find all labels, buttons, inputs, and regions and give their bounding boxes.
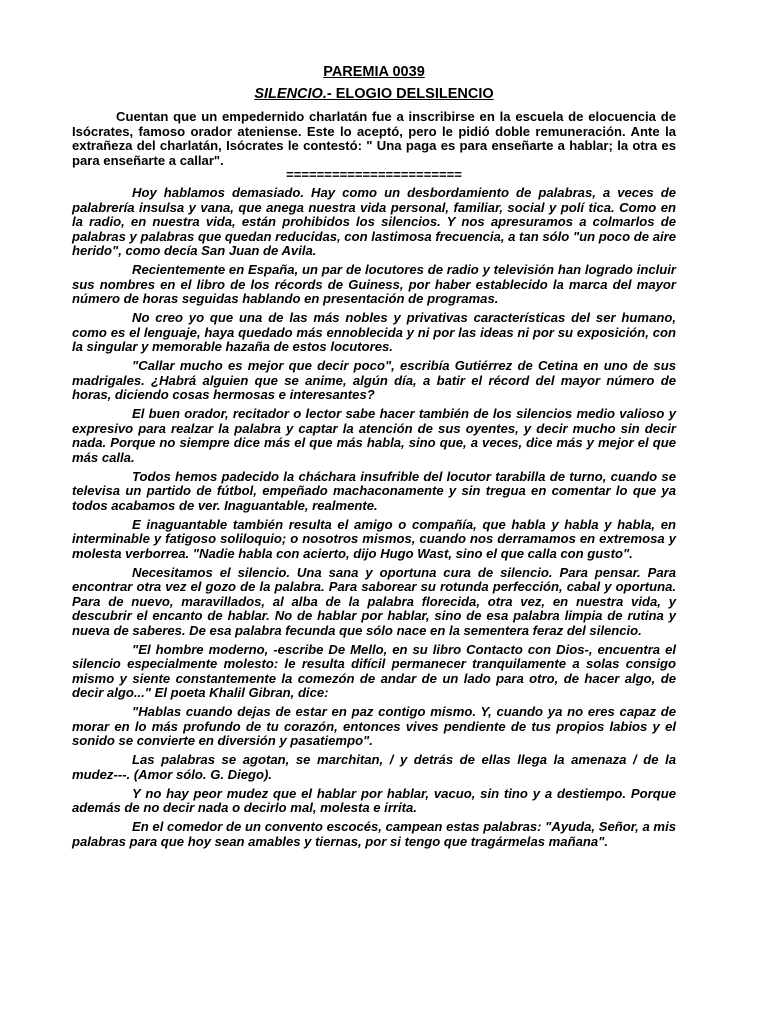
body-paragraph: El buen orador, recitador o lector sabe hacer también de los silencios medio valioso y expresivo para realzar la palabra y captar la atención de sus oyentes, y decir mucho sin decir nada. Porque no siempre dice más el que más habla, sino que, a veces, dice más y mejor el que más calla. <box>72 406 676 465</box>
body-paragraph: "Hablas cuando dejas de estar en paz contigo mismo. Y, cuando ya no eres capaz de morar en lo más profundo de tu corazón, entonces vives pendiente de tus propios labios y el sonido se convierte en diversión y pasatiempo". <box>72 704 676 749</box>
subtitle-keyword: SILENCIO. <box>254 86 327 102</box>
body-paragraph: Hoy hablamos demasiado. Hay como un desbordamiento de palabras, a veces de palabrería insulsa y vana, que anega nuestra vida personal, familiar, social y polí tica. Como en la radio, en nuestra vida, están prohibidos los silencios. Y nos apresuramos a colmarlos de palabras y palabras que quedan reducidas, con lastimosa frecuencia, a tan sólo "un poco de aire herido", como decía San Juan de Avila. <box>72 184 676 259</box>
document-subtitle <box>72 85 676 103</box>
body-paragraph: No creo yo que una de las más nobles y privativas características del ser humano, como es el lenguaje, haya quedado más ennoblecida y ni por las ideas ni por su exposición, con la singular y memorable hazaña de estos locutores. <box>72 310 676 355</box>
body-paragraph: Las palabras se agotan, se marchitan, / y detrás de ellas llega la amenaza / de la mudez---. (Amor sólo. G. Diego). <box>72 752 676 782</box>
body-paragraph: Todos hemos padecido la cháchara insufrible del locutor tarabilla de turno, cuando se televisa un partido de fútbol, empeñado machaconamente y sin tregua en comentar lo que ya todos acabamos de ver. Inaguantable, realmente. <box>72 468 676 513</box>
document-title: PAREMIA 0039 <box>323 64 425 80</box>
body-paragraph: Y no hay peor mudez que el hablar por hablar, vacuo, sin tino y a destiempo. Porque además de no decir nada o decirlo mal, molesta e irrita. <box>72 785 676 816</box>
document-page <box>72 63 676 853</box>
intro-paragraph: Cuentan que un empedernido charlatán fue a inscribirse en la escuela de elocuencia de Isócrates, famoso orador ateniense. Este lo aceptó, pero le pidió doble remuneración. Ante la extrañeza del charlatán, Isócrates le contestó: " Una paga es para enseñarte a hablar; la otra es para enseñarte a callar". <box>72 109 676 168</box>
body-paragraph: Necesitamos el silencio. Una sana y oportuna cura de silencio. Para pensar. Para encontrar otra vez el gozo de la palabra. Para saborear su rotunda perfección, cabal y oportuna. Para de nuevo, maravillados, al alba de la palabra florecida, otra vez, en nuestra vida, y descubrir el encanto de hablar. No de hablar por hablar, sino de esa palabra limpia de rutina y nueva de saberes. De esa palabra fecunda que sólo nace en la sementera feraz del silencio. <box>72 564 676 638</box>
body-paragraph: Recientemente en España, un par de locutores de radio y televisión han logrado incluir sus nombres en el libro de los récords de Guiness, por haber establecido la marca del mayor número de horas seguidas hablando en presentación de programas. <box>72 262 676 307</box>
body-paragraph: En el comedor de un convento escocés, campean estas palabras: "Ayuda, Señor, a mis palabras para que hoy sean amables y tiernas, por si tengo que tragármelas mañana". <box>72 818 676 849</box>
subtitle-rest: - ELOGIO DELSILENCIO <box>326 86 494 102</box>
separator-line: ======================= <box>286 168 462 183</box>
body-paragraph: "Callar mucho es mejor que decir poco", escribía Gutiérrez de Cetina en uno de sus madrigales. ¿Habrá alguien que se anime, algún día, a batir el récord del mayor número de horas, diciendo cosas hermosas e interesantes? <box>72 358 676 403</box>
body-paragraph: "El hombre moderno, -escribe De Mello, en su libro Contacto con Dios-, encuentra el silencio especialmente molesto: le resulta difícil permanecer tranquilamente a solas consigo mismo y siente constantemente la comezón de andar de un lado para otro, de hacer algo, de decir algo..." El poeta Khalil Gibran, dice: <box>72 641 676 701</box>
body-paragraph: E inaguantable también resulta el amigo o compañía, que habla y habla y habla, en interminable y fatigoso soliloquio; o nosotros mismos, cuando nos derramamos en extremosa y molesta verborrea. "Nadie habla con acierto, dijo Hugo Wast, sino el que calla con gusto". <box>72 516 676 561</box>
